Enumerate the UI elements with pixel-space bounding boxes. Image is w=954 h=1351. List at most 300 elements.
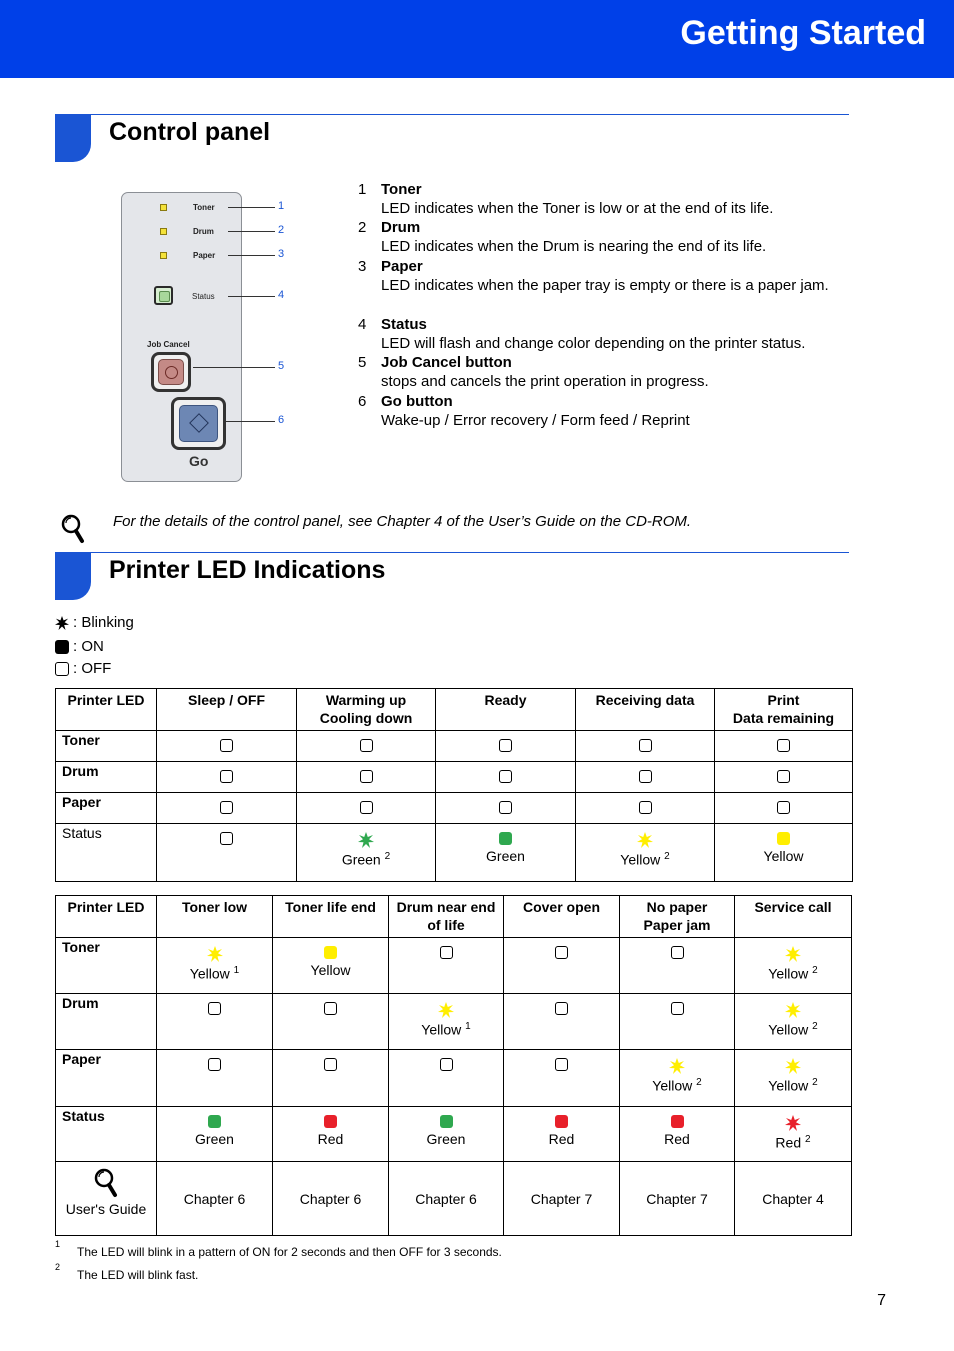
led-cell [297, 731, 436, 762]
led-color-text: Red [317, 1131, 344, 1147]
legend-blinking [55, 614, 134, 631]
led-state [157, 1058, 272, 1071]
panel-label-toner: Toner [193, 203, 215, 212]
led-color-label [764, 848, 804, 864]
led-color-label [486, 848, 525, 864]
led-color-text: Yellow [189, 965, 230, 982]
toner-led [160, 204, 167, 211]
chapter-reference: Chapter 6 [273, 1162, 389, 1236]
led-cell [436, 762, 576, 793]
column-header [157, 689, 297, 731]
go-icon [189, 413, 209, 433]
blinking-icon [785, 1115, 801, 1131]
led-cell [576, 793, 715, 824]
led-color-label [768, 965, 817, 982]
column-header-text: of life [427, 917, 465, 933]
section-tab [55, 114, 91, 162]
column-header-text: Printer LED [67, 692, 145, 708]
table-row [56, 762, 853, 793]
column-header [735, 896, 852, 938]
panel-label-go: Go [189, 453, 209, 469]
description-title: Drum [381, 219, 421, 236]
led-cell [620, 938, 735, 994]
led-state [576, 832, 714, 868]
led-state [620, 1115, 734, 1147]
led-state [436, 832, 575, 864]
section-title: Printer LED Indications [109, 556, 386, 584]
led-cell [735, 1107, 852, 1162]
led-off-icon [324, 1002, 337, 1015]
column-header [504, 896, 620, 938]
led-cell [620, 1107, 735, 1162]
led-color-text: Green [486, 848, 525, 864]
description-title: Toner [381, 181, 422, 198]
section-rule [91, 552, 849, 553]
led-cell [735, 938, 852, 994]
led-cell [620, 994, 735, 1050]
led-color-label [318, 1131, 344, 1147]
led-off-icon [499, 770, 512, 783]
led-on-icon [671, 1115, 684, 1128]
led-state [735, 1058, 851, 1094]
led-state [157, 1115, 272, 1147]
led-cell [273, 938, 389, 994]
description-text: LED indicates when the paper tray is empty or there is a paper jam. [381, 277, 829, 294]
column-header [715, 689, 853, 731]
led-off-icon [208, 1002, 221, 1015]
page-number: 7 [877, 1292, 886, 1309]
led-cell [504, 938, 620, 994]
table-row [56, 793, 853, 824]
led-color-text: Red [664, 1131, 690, 1147]
footnote-text: The LED will blink in a pattern of ON for 2 seconds and then OFF for 3 seconds. [77, 1245, 502, 1259]
led-color-label [775, 1134, 810, 1151]
led-color-label [664, 1131, 690, 1147]
footnote-ref: 2 [812, 1077, 818, 1088]
led-cell [715, 731, 853, 762]
magnifier-icon [93, 1168, 119, 1198]
paper-led [160, 252, 167, 259]
blinking-icon [438, 1002, 454, 1018]
users-guide-label: User's Guide [65, 1201, 147, 1217]
description-number: 2 [358, 219, 367, 236]
column-header-text: Cover open [522, 899, 600, 915]
led-cell [576, 824, 715, 882]
led-off-icon [671, 1002, 684, 1015]
led-color-text: Red [775, 1134, 802, 1151]
led-state [157, 832, 296, 845]
led-off-icon [324, 1058, 337, 1071]
led-state [297, 739, 435, 752]
led-state [715, 832, 852, 864]
job-cancel-button[interactable] [158, 359, 184, 385]
users-guide-cell [56, 1162, 157, 1236]
led-state [157, 946, 272, 982]
led-state [157, 1002, 272, 1015]
led-on-icon [555, 1115, 568, 1128]
column-header-text: Ready [484, 692, 527, 708]
row-header: Toner [56, 938, 157, 994]
led-cell [715, 762, 853, 793]
led-off-icon [639, 770, 652, 783]
column-header-text: Sleep / OFF [187, 692, 265, 708]
led-off-icon [671, 946, 684, 959]
callout-4: 4 [278, 289, 285, 301]
magnifier-icon [60, 514, 86, 544]
callout-3: 3 [278, 248, 285, 260]
row-header: Status [56, 1107, 157, 1162]
led-state [297, 801, 435, 814]
led-cell [504, 994, 620, 1050]
column-header-text: Data remaining [732, 710, 835, 726]
footnote-ref: 2 [805, 1134, 811, 1145]
led-cell [735, 1050, 852, 1107]
table-row [56, 1050, 852, 1107]
led-state [735, 1002, 851, 1038]
row-header: Status [56, 824, 157, 882]
led-color-label [652, 1077, 701, 1094]
column-header [56, 689, 157, 731]
column-header [576, 689, 715, 731]
led-state [620, 946, 734, 959]
legend-on [55, 638, 104, 655]
led-cell [620, 1050, 735, 1107]
column-header [297, 689, 436, 731]
led-color-text: Green [426, 1131, 466, 1147]
leader-line [193, 367, 275, 368]
chapter-reference: Chapter 6 [157, 1162, 273, 1236]
footnote-number: 2 [55, 1262, 61, 1272]
blinking-icon [785, 1058, 801, 1074]
panel-label-status: Status [192, 292, 215, 301]
footnote-ref: 1 [233, 965, 240, 976]
led-off-icon [777, 770, 790, 783]
led-color-text: Green [195, 1131, 234, 1147]
leader-line [228, 296, 275, 297]
led-on-icon [777, 832, 790, 845]
led-color-label [427, 1131, 466, 1147]
leader-line [228, 207, 275, 208]
led-off-icon [777, 739, 790, 752]
led-color-text: Yellow [310, 962, 351, 978]
led-state [620, 1058, 734, 1094]
led-cell [576, 731, 715, 762]
blinking-icon [207, 946, 223, 962]
led-cell [504, 1107, 620, 1162]
row-header: Drum [56, 762, 157, 793]
led-state [504, 1115, 619, 1147]
led-cell [436, 731, 576, 762]
callout-1: 1 [278, 200, 285, 212]
description-number: 4 [358, 316, 367, 333]
description-number: 5 [358, 354, 367, 371]
row-header: Toner [56, 731, 157, 762]
led-cell [157, 824, 297, 882]
led-cell [157, 1107, 273, 1162]
leader-line [226, 421, 275, 422]
table-row [56, 1162, 852, 1236]
column-header [273, 896, 389, 938]
led-cell [389, 994, 504, 1050]
led-state [436, 739, 575, 752]
led-color-text: Yellow [768, 1021, 809, 1038]
column-header-text: Paper jam [643, 917, 711, 933]
led-cell [576, 762, 715, 793]
led-state [735, 1115, 851, 1151]
led-cell [157, 762, 297, 793]
led-off-icon [499, 801, 512, 814]
panel-label-paper: Paper [193, 251, 216, 260]
led-state [389, 946, 503, 959]
column-header [56, 896, 157, 938]
led-off-icon [555, 946, 568, 959]
description-text: LED indicates when the Drum is nearing the end of its life. [381, 238, 767, 255]
led-cell [389, 938, 504, 994]
led-off-icon [555, 1002, 568, 1015]
led-off-icon [220, 770, 233, 783]
led-state [576, 739, 714, 752]
led-on-icon [208, 1115, 221, 1128]
led-state [273, 946, 388, 978]
page-header-title: Getting Started [680, 14, 926, 52]
chapter-reference: Chapter 4 [735, 1162, 852, 1236]
blinking-icon [637, 832, 653, 848]
blinking-icon [358, 832, 374, 848]
led-off-icon [360, 770, 373, 783]
section-title: Control panel [109, 118, 271, 146]
led-state [273, 1058, 388, 1071]
blinking-icon [785, 946, 801, 962]
description-title: Go button [381, 393, 453, 410]
led-off-icon [220, 832, 233, 845]
led-state [157, 739, 296, 752]
led-state [576, 801, 714, 814]
table-row [56, 994, 852, 1050]
led-cell [715, 793, 853, 824]
led-color-text: Yellow [652, 1077, 693, 1094]
led-state [157, 770, 296, 783]
led-state [715, 801, 852, 814]
led-color-text: Yellow [421, 1021, 462, 1038]
column-header-text: Toner low [181, 899, 248, 915]
led-off-icon [360, 739, 373, 752]
description-text: LED will flash and change color depending on the printer status. [381, 335, 806, 352]
table-row [56, 824, 853, 882]
led-color-label [620, 851, 669, 868]
drum-led [160, 228, 167, 235]
panel-label-drum: Drum [193, 227, 214, 236]
column-header-text: Service call [754, 899, 832, 915]
legend-label: : ON [73, 638, 104, 655]
led-state [620, 1002, 734, 1015]
led-color-text: Yellow [768, 965, 809, 982]
callout-6: 6 [278, 414, 285, 426]
footnote-ref: 2 [664, 851, 670, 862]
led-cell [157, 731, 297, 762]
led-off-icon [440, 946, 453, 959]
table-row [56, 938, 852, 994]
led-color-label [421, 1021, 470, 1038]
led-state [389, 1115, 503, 1147]
led-state [504, 1002, 619, 1015]
led-off-icon [208, 1058, 221, 1071]
led-state [389, 1058, 503, 1071]
led-color-text: Green [341, 851, 381, 868]
led-off-icon [360, 801, 373, 814]
led-state [157, 801, 296, 814]
led-state [297, 832, 435, 868]
legend-label: : Blinking [73, 614, 134, 631]
led-off-icon [220, 801, 233, 814]
footnote-number: 1 [55, 1239, 61, 1249]
footnote-ref: 2 [812, 965, 818, 976]
led-off-icon [220, 739, 233, 752]
column-header-text: Toner life end [285, 899, 376, 915]
column-header-text: Print [767, 692, 800, 708]
led-state [715, 739, 852, 752]
footnote-ref: 2 [812, 1021, 818, 1032]
led-off-icon [639, 801, 652, 814]
description-title: Paper [381, 258, 423, 275]
led-off-icon [440, 1058, 453, 1071]
note-text: For the details of the control panel, see Chapter 4 of the User’s Guide on the CD-ROM. [113, 513, 692, 530]
led-on-icon [440, 1115, 453, 1128]
led-cell [157, 1050, 273, 1107]
led-cell [504, 1050, 620, 1107]
led-color-text: Yellow [768, 1077, 809, 1094]
leader-line [228, 231, 275, 232]
description-text: Wake-up / Error recovery / Form feed / Reprint [381, 412, 690, 429]
section-tab [55, 552, 91, 600]
led-state [436, 801, 575, 814]
led-table-normal [55, 688, 853, 882]
callout-2: 2 [278, 224, 285, 236]
column-header [620, 896, 735, 938]
led-state [389, 1002, 503, 1038]
led-color-text: Red [548, 1131, 575, 1147]
cancel-icon [165, 366, 178, 379]
led-cell [273, 1107, 389, 1162]
led-cell [735, 994, 852, 1050]
description-title: Job Cancel button [381, 354, 512, 371]
led-cell [157, 793, 297, 824]
led-state [504, 946, 619, 959]
led-cell [297, 793, 436, 824]
column-header-text: Warming up [325, 692, 407, 708]
leader-line [228, 255, 275, 256]
column-header [389, 896, 504, 938]
header-banner [0, 0, 954, 78]
led-on-icon [499, 832, 512, 845]
row-header: Paper [56, 1050, 157, 1107]
led-color-label [768, 1077, 817, 1094]
led-state [273, 1002, 388, 1015]
led-color-text: Yellow [763, 848, 804, 864]
chapter-reference: Chapter 7 [504, 1162, 620, 1236]
table-row [56, 731, 853, 762]
column-header-text: Drum near end [396, 899, 496, 915]
blinking-icon [55, 616, 69, 630]
legend-label: : OFF [73, 660, 112, 677]
led-cell [273, 994, 389, 1050]
section-led-indications [55, 552, 849, 600]
led-off-icon [777, 801, 790, 814]
led-state [273, 1115, 388, 1147]
led-table-errors [55, 895, 852, 1236]
led-cell [273, 1050, 389, 1107]
led-off-icon [55, 662, 69, 676]
led-color-label [342, 851, 390, 868]
row-header: Drum [56, 994, 157, 1050]
description-number: 3 [358, 258, 367, 275]
led-cell [297, 824, 436, 882]
description-title: Status [381, 316, 427, 333]
callout-5: 5 [278, 360, 285, 372]
column-header-text: Cooling down [319, 710, 413, 726]
column-header [436, 689, 576, 731]
led-cell [389, 1050, 504, 1107]
led-state [297, 770, 435, 783]
led-cell [157, 994, 273, 1050]
led-cell [297, 762, 436, 793]
column-header-text: No paper [646, 899, 708, 915]
led-on-icon [324, 1115, 337, 1128]
led-cell [436, 793, 576, 824]
led-state [576, 770, 714, 783]
led-on-icon [55, 640, 69, 654]
blinking-icon [785, 1002, 801, 1018]
footnote-ref: 2 [696, 1077, 702, 1088]
column-header [157, 896, 273, 938]
led-on-icon [324, 946, 337, 959]
footnote-ref: 2 [384, 851, 391, 862]
column-header-text: Receiving data [595, 692, 695, 708]
led-color-label [311, 962, 351, 978]
status-led [154, 286, 173, 305]
footnote-text: The LED will blink fast. [77, 1268, 199, 1282]
description-number: 6 [358, 393, 367, 410]
led-cell [436, 824, 576, 882]
table-row [56, 1107, 852, 1162]
table-header-row [56, 896, 852, 938]
led-color-label [195, 1131, 234, 1147]
led-state [504, 1058, 619, 1071]
led-color-label [549, 1131, 575, 1147]
led-off-icon [555, 1058, 568, 1071]
description-text: stops and cancels the print operation in progress. [381, 373, 709, 390]
led-color-text: Yellow [620, 851, 661, 868]
led-cell [715, 824, 853, 882]
led-color-label [768, 1021, 817, 1038]
led-state [436, 770, 575, 783]
section-control-panel [55, 114, 849, 162]
go-button[interactable] [179, 405, 218, 442]
table-header-row [56, 689, 853, 731]
row-header: Paper [56, 793, 157, 824]
led-cell [157, 938, 273, 994]
footnote-ref: 1 [465, 1021, 471, 1032]
description-text: LED indicates when the Toner is low or at the end of its life. [381, 200, 774, 217]
chapter-reference: Chapter 6 [389, 1162, 504, 1236]
blinking-icon [669, 1058, 685, 1074]
panel-label-job-cancel: Job Cancel [147, 340, 190, 349]
description-number: 1 [358, 181, 367, 198]
column-header-text: Printer LED [67, 899, 145, 915]
led-color-label [190, 965, 239, 982]
section-rule [91, 114, 849, 115]
led-state [715, 770, 852, 783]
led-off-icon [499, 739, 512, 752]
